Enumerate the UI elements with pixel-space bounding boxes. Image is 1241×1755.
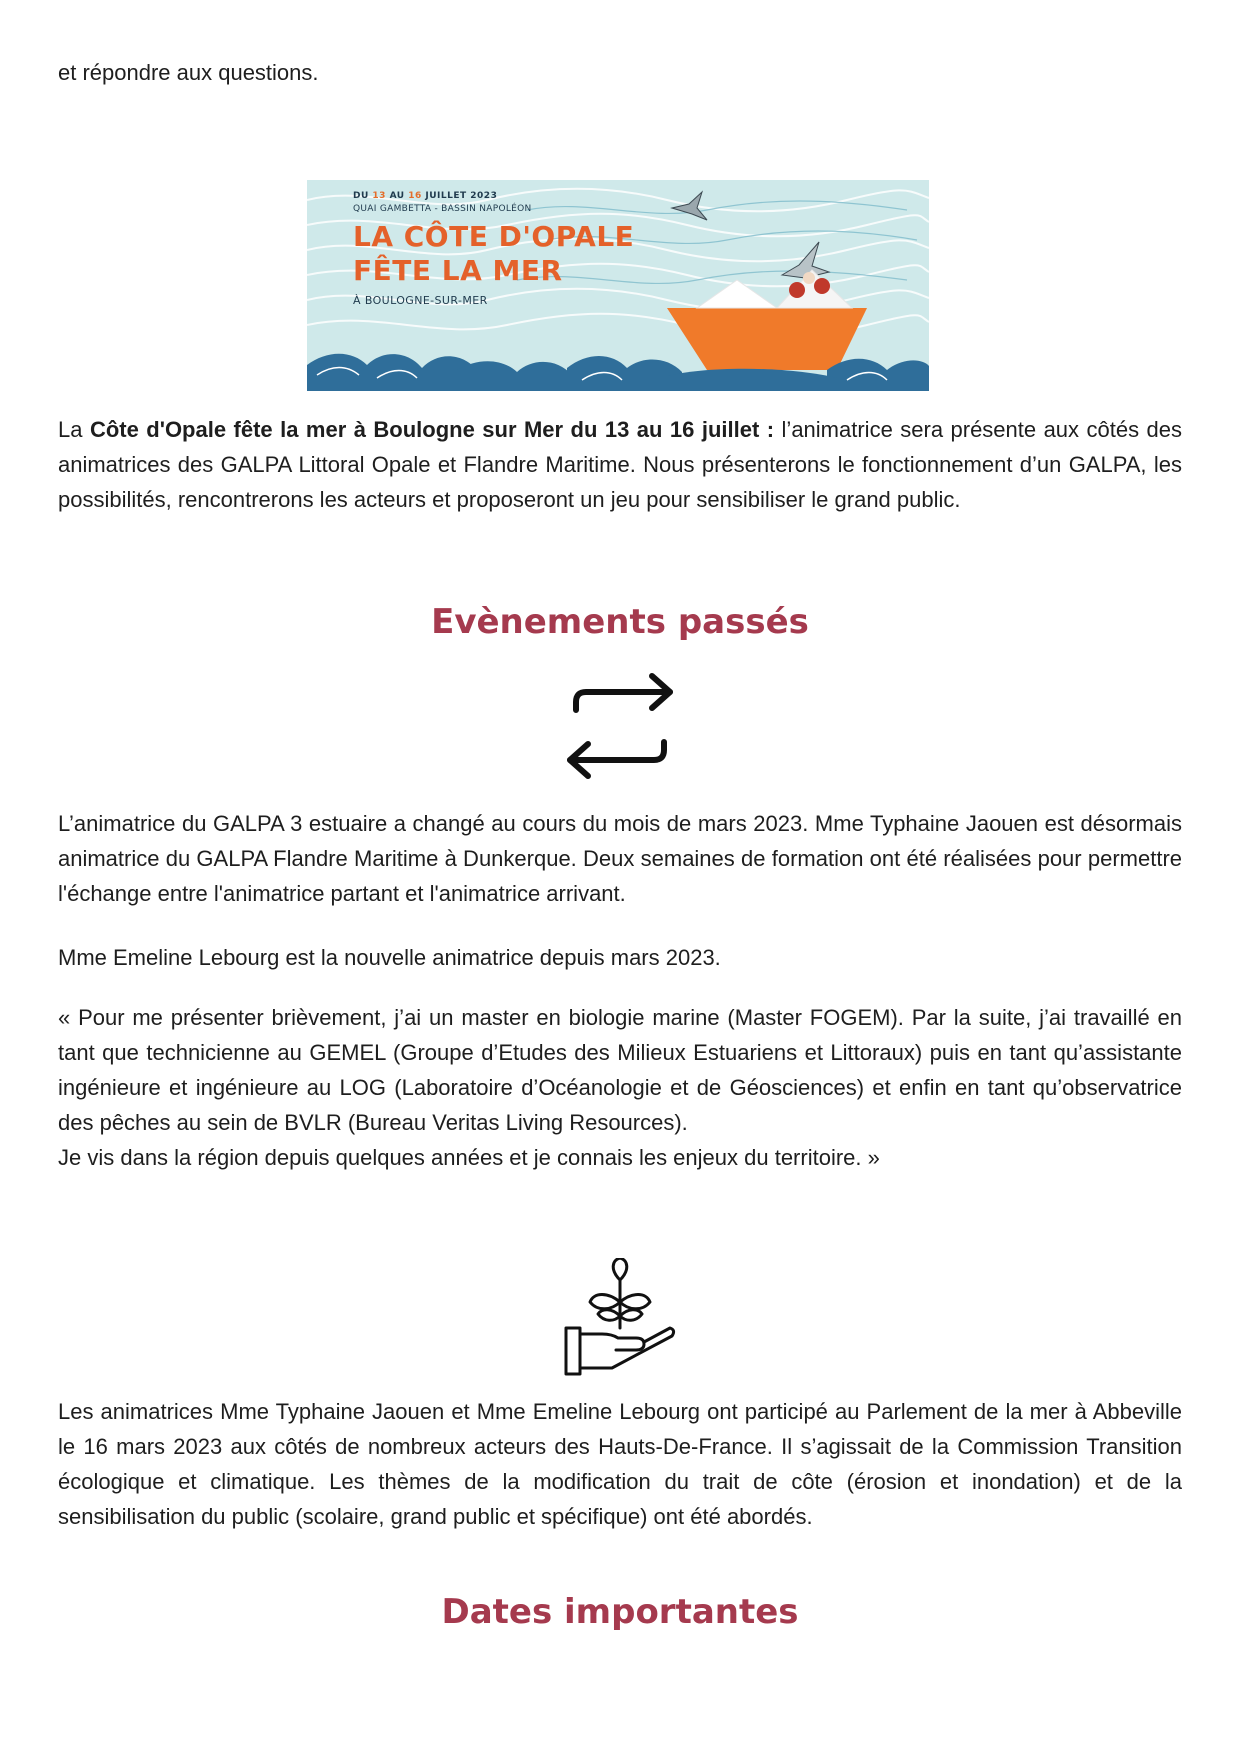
banner-title: LA CÔTE D'OPALE FÊTE LA MER [353, 220, 635, 287]
event-paragraph: La Côte d'Opale fête la mer à Boulogne sur Mer du 13 au 16 juillet : l’animatrice sera présente aux côtés des animatrices des GALPA Littoral Opale et Flandre Maritime. Nous présenterons le fonctionnement d’un GALPA, les possibilités, rencontrerons les acteurs et proposeront un jeu pour sensibiliser le grand public. [58, 417, 1183, 512]
banner-date: DU 13 AU 16 JUILLET 2023 [353, 191, 498, 201]
past-paragraph-2: Mme Emeline Lebourg est la nouvelle animatrice depuis mars 2023. [58, 945, 721, 970]
intro-fragment: et répondre aux questions. [58, 60, 319, 85]
section-heading-important-dates: Dates importantes [441, 1592, 799, 1632]
quote-line-1: « Pour me présenter brièvement, j’ai un master en biologie marine (Master FOGEM). Par la suite, j’ai travaillé en tant que technicienne au GEMEL (Groupe d’Etudes des Milieux Estuariens et Littoraux) puis en tant qu’assistante ingénieure et ingénieure au LOG (Laboratoire d’Océanologie et de Géosciences) et enfin en tant qu’observatrice des pêches au sein de BVLR (Bureau Veritas Living Resources). [58, 1005, 1182, 1135]
banner-location: QUAI GAMBETTA - BASSIN NAPOLÉON [353, 204, 532, 214]
past-paragraph-1: L’animatrice du GALPA 3 estuaire a changé au cours du mois de mars 2023. Mme Typhaine Jaouen est désormais animatrice du GALPA Flandre Maritime à Dunkerque. Deux semaines de formation ont été réalisées pour permettre l'échange entre l'animatrice partant et l'animatrice arrivant. [58, 811, 1182, 906]
past-quote [58, 1000, 1182, 1175]
quote-line-2: Je vis dans la région depuis quelques années et je connais les enjeux du territoire. » [58, 1145, 880, 1170]
section-heading-past-events: Evènements passés [431, 602, 809, 642]
swap-arrows-icon [58, 668, 1182, 789]
event-banner-image [307, 180, 929, 391]
past-paragraph-3: Les animatrices Mme Typhaine Jaouen et Mme Emeline Lebourg ont participé au Parlement de la mer à Abbeville le 16 mars 2023 aux côtés de nombreux acteurs des Hauts-De-France. Il s’agissait de la Commission Transition écologique et climatique. Les thèmes de la modification du trait de côte (érosion et inondation) et de la sensibilisation du public (scolaire, grand public et spécifique) ont été abordés. [58, 1399, 1182, 1529]
hand-plant-icon [58, 1258, 1182, 1387]
banner-city: À BOULOGNE-SUR-MER [353, 294, 488, 307]
